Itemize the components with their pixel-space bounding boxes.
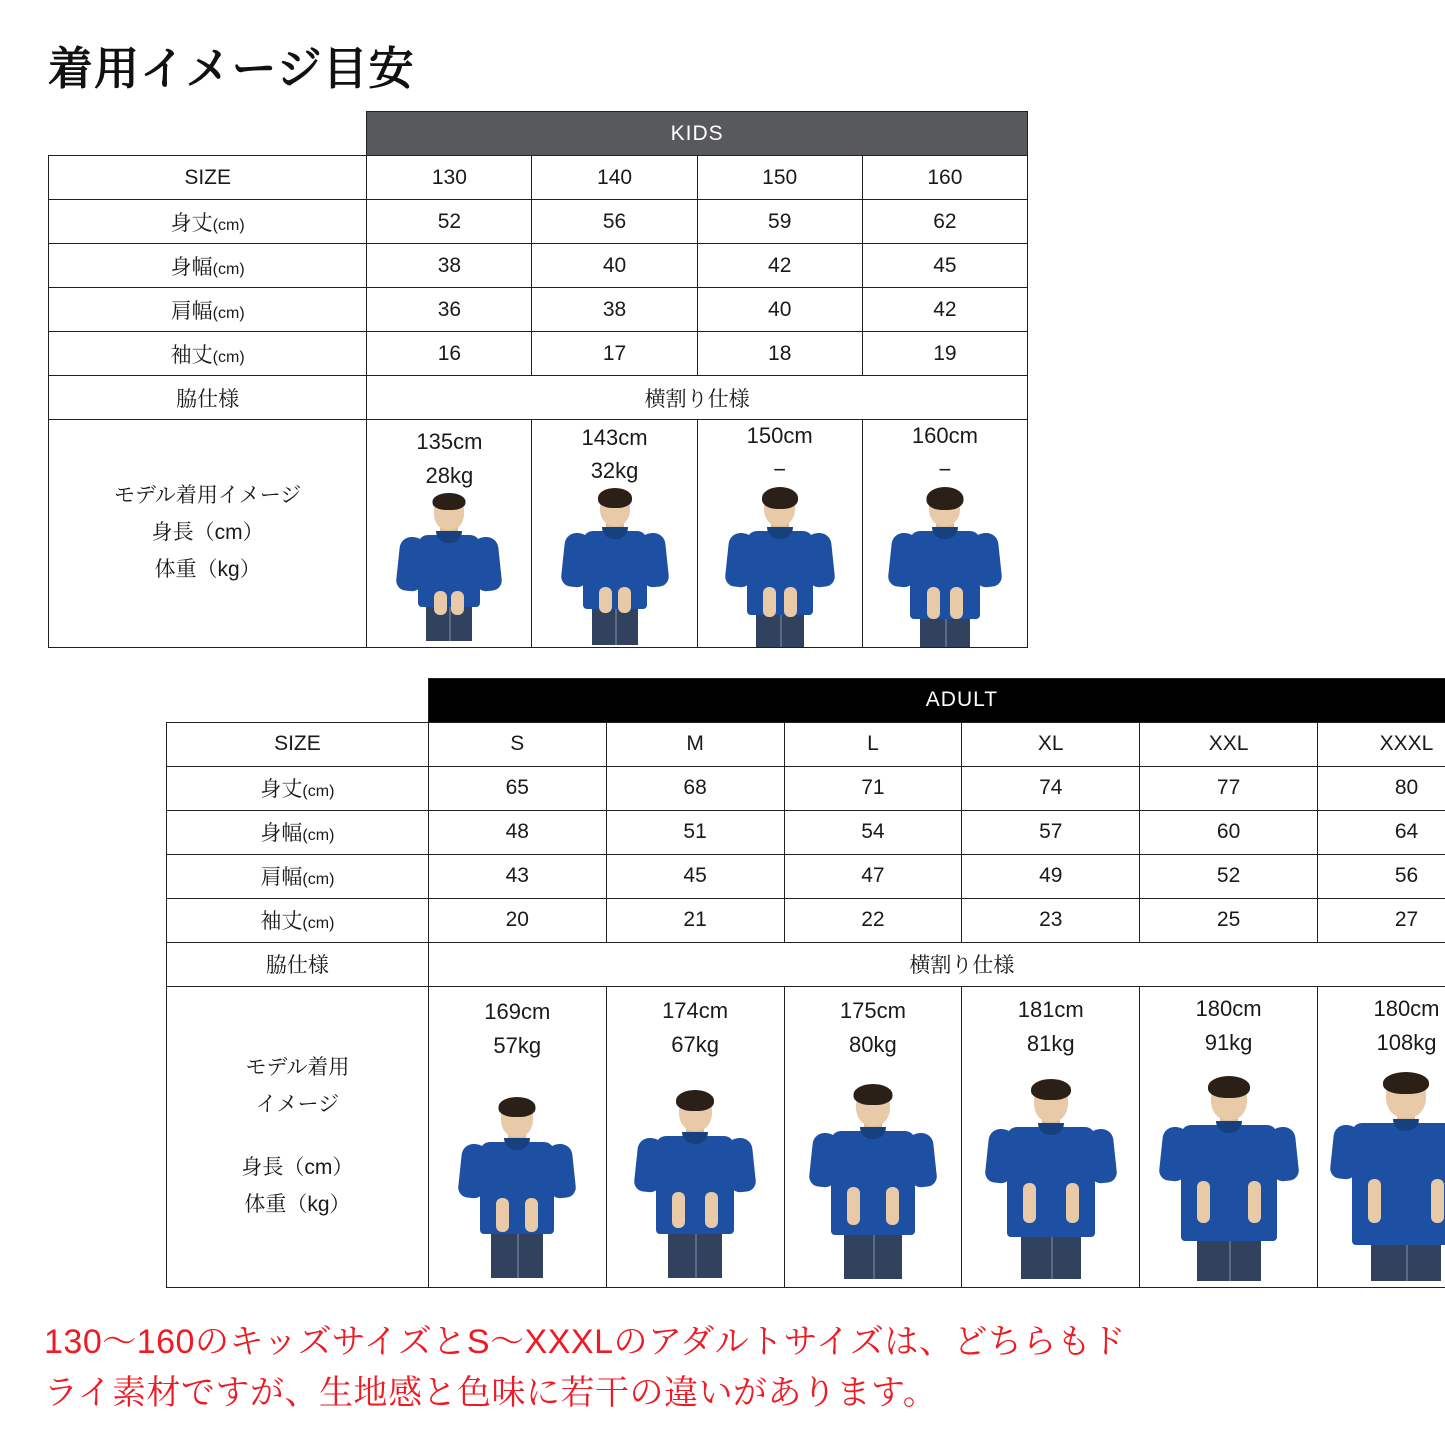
adult-sleeve-xl: 23 bbox=[962, 898, 1140, 942]
adult-width-m: 51 bbox=[606, 810, 784, 854]
table-row bbox=[49, 156, 1028, 200]
adult-size-s: S bbox=[428, 722, 606, 766]
adult-table-wrapper bbox=[44, 678, 1440, 1288]
adult-width-xxxl: 64 bbox=[1317, 810, 1445, 854]
model-figure bbox=[630, 1091, 760, 1278]
adult-shoulder-s: 43 bbox=[428, 854, 606, 898]
adult-band-label: ADULT bbox=[428, 678, 1445, 722]
table-row bbox=[167, 854, 1445, 898]
table-row bbox=[49, 288, 1028, 332]
kids-model-160-weight: − bbox=[938, 456, 952, 482]
table-row bbox=[167, 898, 1445, 942]
row-label-side-spec: 脇仕様 bbox=[167, 942, 429, 986]
kids-length-150: 59 bbox=[697, 200, 862, 244]
adult-shoulder-xxl: 52 bbox=[1140, 854, 1318, 898]
model-figure bbox=[715, 488, 845, 647]
adult-sleeve-m: 21 bbox=[606, 898, 784, 942]
row-label-length-unit: (cm) bbox=[302, 783, 335, 801]
kids-size-130: 130 bbox=[367, 156, 532, 200]
adult-model-xxxl bbox=[1317, 986, 1445, 1287]
table-row bbox=[167, 810, 1445, 854]
adult-length-m: 68 bbox=[606, 766, 784, 810]
kids-model-130-height: 135cm bbox=[416, 429, 483, 454]
table-row bbox=[49, 244, 1028, 288]
row-label-length-unit: (cm) bbox=[212, 216, 245, 234]
kids-width-150: 42 bbox=[697, 244, 862, 288]
model-figure bbox=[550, 489, 680, 645]
table-row bbox=[167, 678, 1445, 722]
adult-model-xxxl-height: 180cm bbox=[1373, 995, 1440, 1021]
kids-model-140-height: 143cm bbox=[581, 424, 648, 450]
kids-shoulder-140: 38 bbox=[532, 288, 697, 332]
adult-size-table bbox=[166, 678, 1445, 1288]
spacer bbox=[167, 1124, 428, 1150]
adult-model-l bbox=[784, 986, 962, 1287]
adult-model-xxl bbox=[1140, 986, 1318, 1287]
kids-size-160: 160 bbox=[862, 156, 1027, 200]
kids-model-150 bbox=[697, 420, 862, 648]
kids-length-130: 52 bbox=[367, 200, 532, 244]
adult-model-s bbox=[428, 986, 606, 1287]
adult-corner-cell bbox=[167, 678, 429, 722]
adult-model-s-weight: 57kg bbox=[493, 1032, 542, 1058]
kids-sleeve-130: 16 bbox=[367, 332, 532, 376]
adult-width-l: 54 bbox=[784, 810, 962, 854]
adult-sleeve-xxxl: 27 bbox=[1317, 898, 1445, 942]
row-label-width-unit: (cm) bbox=[302, 827, 335, 845]
row-label-sleeve-unit: (cm) bbox=[302, 915, 335, 933]
adult-sleeve-s: 20 bbox=[428, 898, 606, 942]
row-label-size: SIZE bbox=[49, 156, 367, 200]
kids-sleeve-140: 17 bbox=[532, 332, 697, 376]
model-figure bbox=[808, 1085, 938, 1279]
row-label-length bbox=[49, 200, 367, 244]
kids-model-160-height: 160cm bbox=[911, 423, 978, 448]
row-label-sleeve bbox=[49, 332, 367, 376]
model-figure bbox=[1341, 1073, 1445, 1281]
adult-model-label bbox=[167, 986, 429, 1287]
row-label-side-spec: 脇仕様 bbox=[49, 376, 367, 420]
table-row bbox=[167, 986, 1445, 1287]
kids-model-140-weight: 32kg bbox=[590, 458, 639, 484]
adult-width-xl: 57 bbox=[962, 810, 1140, 854]
row-label-sleeve bbox=[167, 898, 429, 942]
kids-model-150-height: 150cm bbox=[746, 423, 813, 448]
adult-side-spec-value: 横割り仕様 bbox=[428, 942, 1445, 986]
adult-model-m-height: 174cm bbox=[662, 998, 729, 1024]
row-label-shoulder-unit: (cm) bbox=[302, 871, 335, 889]
table-row bbox=[49, 420, 1028, 648]
kids-model-150-weight: − bbox=[773, 456, 787, 482]
row-label-length-text: 身丈 bbox=[170, 211, 213, 235]
adult-width-s: 48 bbox=[428, 810, 606, 854]
adult-size-xxxl: XXXL bbox=[1317, 722, 1445, 766]
kids-shoulder-150: 40 bbox=[697, 288, 862, 332]
kids-sleeve-150: 18 bbox=[697, 332, 862, 376]
page-title: 着用イメージ目安 bbox=[48, 43, 415, 94]
kids-length-160: 62 bbox=[862, 200, 1027, 244]
kids-model-130 bbox=[367, 420, 532, 648]
row-label-sleeve-text: 袖丈 bbox=[260, 910, 303, 934]
table-row bbox=[167, 722, 1445, 766]
kids-side-spec-value: 横割り仕様 bbox=[367, 376, 1028, 420]
footnote bbox=[44, 1317, 1405, 1419]
adult-model-xl-weight: 81kg bbox=[1026, 1031, 1075, 1057]
row-label-shoulder-text: 肩幅 bbox=[260, 866, 303, 890]
row-label-sleeve-text: 袖丈 bbox=[170, 343, 213, 367]
row-label-shoulder bbox=[167, 854, 429, 898]
adult-shoulder-m: 45 bbox=[606, 854, 784, 898]
adult-model-m bbox=[606, 986, 784, 1287]
row-label-width-unit: (cm) bbox=[212, 260, 245, 278]
adult-model-xxxl-weight: 108kg bbox=[1376, 1029, 1437, 1055]
row-label-width bbox=[49, 244, 367, 288]
kids-model-130-weight: 28kg bbox=[425, 462, 474, 488]
kids-shoulder-130: 36 bbox=[367, 288, 532, 332]
footnote-line-2: ライ素材ですが、生地感と色味に若干の違いがあります。 bbox=[44, 1374, 938, 1412]
kids-model-140 bbox=[532, 420, 697, 648]
kids-corner-cell bbox=[49, 112, 367, 156]
row-label-width bbox=[167, 810, 429, 854]
adult-shoulder-xl: 49 bbox=[962, 854, 1140, 898]
adult-size-m: M bbox=[606, 722, 784, 766]
table-row bbox=[49, 376, 1028, 420]
adult-length-xl: 74 bbox=[962, 766, 1140, 810]
adult-length-xxxl: 80 bbox=[1317, 766, 1445, 810]
adult-model-label-line-4: 体重（kg） bbox=[244, 1192, 351, 1216]
adult-shoulder-l: 47 bbox=[784, 854, 962, 898]
row-label-length bbox=[167, 766, 429, 810]
adult-model-xxl-height: 180cm bbox=[1195, 995, 1262, 1021]
row-label-shoulder bbox=[49, 288, 367, 332]
kids-model-label-line-3: 体重（kg） bbox=[154, 557, 261, 581]
row-label-size: SIZE bbox=[167, 722, 429, 766]
adult-length-xxl: 77 bbox=[1140, 766, 1318, 810]
model-figure bbox=[452, 1098, 582, 1278]
table-row bbox=[167, 942, 1445, 986]
kids-band-label: KIDS bbox=[367, 112, 1028, 156]
adult-model-l-height: 175cm bbox=[839, 997, 906, 1023]
adult-model-xl bbox=[962, 986, 1140, 1287]
adult-model-l-weight: 80kg bbox=[849, 1031, 897, 1057]
kids-width-140: 40 bbox=[532, 244, 697, 288]
footnote-line-1: 130〜160のキッズサイズとS〜XXXLのアダルトサイズは、どちらもド bbox=[44, 1323, 1126, 1361]
adult-width-xxl: 60 bbox=[1140, 810, 1318, 854]
model-figure bbox=[1164, 1077, 1294, 1281]
kids-size-table bbox=[48, 111, 1028, 648]
kids-model-160 bbox=[862, 420, 1027, 648]
row-label-length-text: 身丈 bbox=[260, 778, 303, 802]
kids-size-140: 140 bbox=[532, 156, 697, 200]
row-label-sleeve-unit: (cm) bbox=[212, 348, 245, 366]
kids-length-140: 56 bbox=[532, 200, 697, 244]
table-row bbox=[49, 200, 1028, 244]
kids-model-label bbox=[49, 420, 367, 648]
kids-width-130: 38 bbox=[367, 244, 532, 288]
model-figure bbox=[384, 494, 514, 641]
kids-model-label-line-2: 身長（cm） bbox=[151, 521, 264, 545]
adult-model-label-line-1: モデル着用 bbox=[245, 1056, 350, 1080]
kids-width-160: 45 bbox=[862, 244, 1027, 288]
kids-sleeve-160: 19 bbox=[862, 332, 1027, 376]
row-label-width-text: 身幅 bbox=[260, 822, 303, 846]
adult-size-xl: XL bbox=[962, 722, 1140, 766]
row-label-shoulder-unit: (cm) bbox=[212, 304, 245, 322]
adult-sleeve-l: 22 bbox=[784, 898, 962, 942]
model-figure bbox=[880, 488, 1010, 647]
model-figure bbox=[986, 1080, 1116, 1279]
kids-shoulder-160: 42 bbox=[862, 288, 1027, 332]
adult-size-l: L bbox=[784, 722, 962, 766]
table-row bbox=[49, 332, 1028, 376]
adult-model-m-weight: 67kg bbox=[671, 1032, 719, 1058]
table-row bbox=[167, 766, 1445, 810]
adult-sleeve-xxl: 25 bbox=[1140, 898, 1318, 942]
table-row bbox=[49, 112, 1028, 156]
row-label-width-text: 身幅 bbox=[170, 255, 213, 279]
adult-model-s-height: 169cm bbox=[484, 998, 551, 1024]
adult-length-l: 71 bbox=[784, 766, 962, 810]
adult-model-xl-height: 181cm bbox=[1017, 997, 1084, 1023]
adult-size-xxl: XXL bbox=[1140, 722, 1318, 766]
adult-length-s: 65 bbox=[428, 766, 606, 810]
kids-model-label-line-1: モデル着用イメージ bbox=[113, 484, 302, 508]
adult-shoulder-xxxl: 56 bbox=[1317, 854, 1445, 898]
row-label-shoulder-text: 肩幅 bbox=[170, 299, 213, 323]
adult-model-xxl-weight: 91kg bbox=[1204, 1029, 1253, 1055]
kids-size-150: 150 bbox=[697, 156, 862, 200]
adult-model-label-line-2: イメージ bbox=[255, 1093, 340, 1117]
adult-model-label-line-3: 身長（cm） bbox=[241, 1155, 354, 1179]
